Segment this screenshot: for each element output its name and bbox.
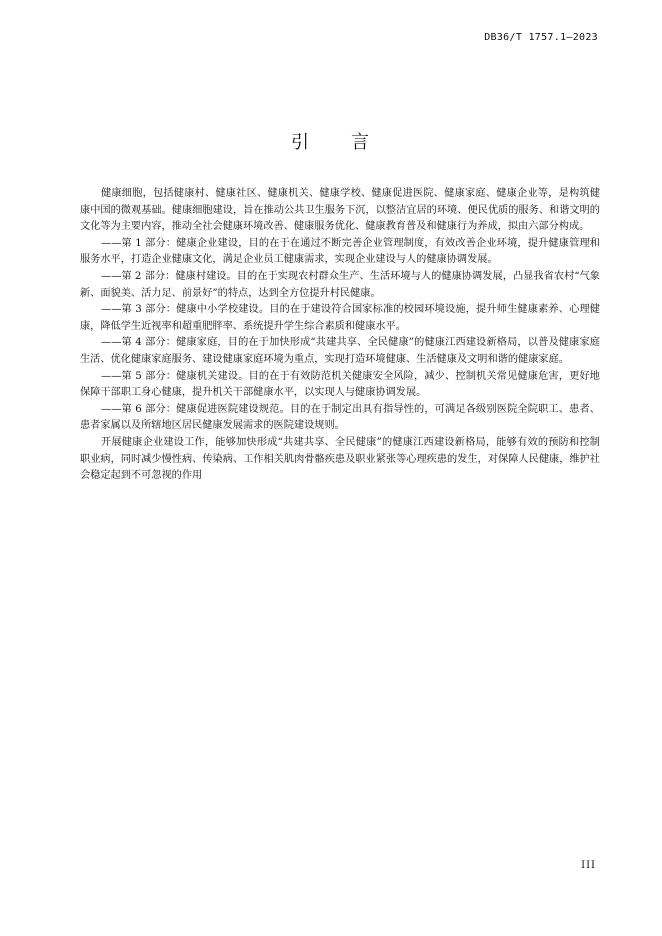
paragraph-conclusion: 开展健康企业建设工作，能够加快形成“共建共享、全民健康”的健康江西建设新格局，能够有效的预防和控制职业病，同时减少慢性病、传染病、工作相关肌肉骨骼疾患及职业紧张等心理疾患的发生，对保障人民健康，维护社会稳定起到不可忽视的作用: [80, 436, 600, 482]
document-number: DB36/T 1757.1—2023: [484, 32, 598, 43]
paragraph-part-5: ——第 5 部分：健康机关建设。目的在于有效防范机关健康安全风险，减少、控制机关常见健康危害，更好地保障干部职工身心健康，提升机关干部健康水平，以实现人与健康协调发展。: [80, 370, 600, 399]
paragraph-part-3: ——第 3 部分：健康中小学校建设。目的在于建设符合国家标准的校园环境设施，提升师生健康素养、心理健康，降低学生近视率和超重肥胖率、系统提升学生综合素质和健康水平。: [80, 304, 600, 332]
paragraph-intro: 健康细胞，包括健康村、健康社区、健康机关、健康学校、健康促进医院、健康家庭、健康企业等，是构筑健康中国的微观基础。健康细胞建设，旨在推动公共卫生服务下沉，以整洁宜居的环境、便民优质的服务、和谐文明的文化等为主要内容，推动全社会健康环境改善、健康服务优化、健康教育普及和健康行为养成，拟由六部分构成。: [80, 188, 600, 233]
paragraph-part-2: ——第 2 部分：健康村建设。目的在于实现农村群众生产、生活环境与人的健康协调发展，凸显我省农村“气象新、面貌美、活力足、前景好”的特点，达到全方位提升村民健康。: [80, 270, 600, 299]
introduction-body: [80, 186, 600, 485]
page-title: [0, 128, 662, 154]
paragraph-part-4: ——第 4 部分：健康家庭，目的在于加快形成“共建共享、全民健康”的健康江西建设新格局，以普及健康家庭生活、优化健康家庭服务、建设健康家庭环境为重点，实现打造环境健康、生活健康及文明和谐的健康家庭。: [80, 337, 600, 365]
page-number: III: [581, 860, 596, 871]
title-char-2: 言: [351, 132, 371, 153]
paragraph-part-1: ——第 1 部分：健康企业建设，目的在于在通过不断完善企业管理制度，有效改善企业环境，提升健康管理和服务水平，打造企业健康文化，满足企业员工健康需求，实现企业建设与人的健康协调发展。: [80, 237, 600, 266]
paragraph-part-6: ——第 6 部分：健康促进医院建设规范。目的在于制定出具有指导性的，可满足各级别医院全院职工、患者、患者家属以及所辖地区居民健康发展需求的医院建设规则。: [80, 403, 600, 432]
title-char-1: 引: [291, 132, 311, 153]
